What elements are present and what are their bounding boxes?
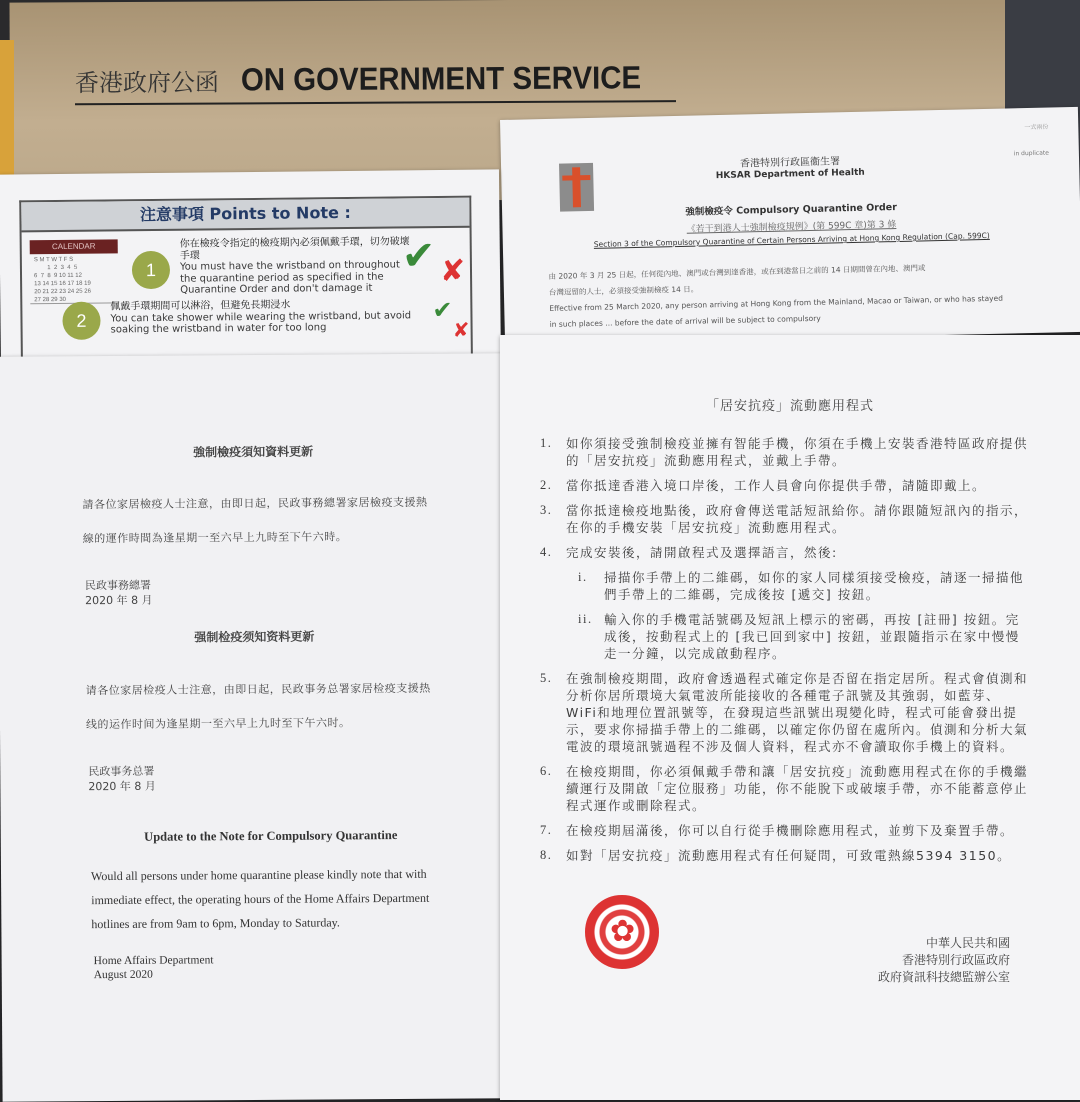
list-item — [540, 477, 1030, 494]
corner-note: 一式兩份 — [1024, 123, 1049, 132]
regulation-zh: 《若干到港人士強制檢疫規例》(第 599C 章)第 3 條 — [686, 220, 897, 235]
corner-note-en: in duplicate — [1013, 149, 1049, 158]
envelope-title-en: ON GOVERNMENT SERVICE — [240, 59, 642, 98]
signature-simplified: 民政事务总署 — [88, 764, 155, 779]
item-text: 在檢疫期間，你必須佩戴手帶和讓「居安抗疫」流動應用程式在你的手機繼續運行及開啟「定位服務」功能，你不能脫下或破壞手帶，亦不能蓄意停止程式運作或刪除程式。 — [566, 764, 1029, 813]
sub-list-item — [578, 611, 1030, 662]
hksar-regional-emblem-seal — [585, 895, 659, 969]
item-number: i. — [578, 570, 588, 584]
dept-name-zh: 香港特別行政區衞生署 — [739, 156, 841, 170]
item-text: 如對「居安抗疫」流動應用程式有任何疑問，可致電熱線5394 3150。 — [566, 848, 1012, 863]
item-text: 如你須接受強制檢疫並擁有智能手機，你須在手機上安裝香港特區政府提供的「居安抗疫」流動應用程式，並戴上手帶。 — [566, 436, 1029, 468]
leavehomesafe-app-notice — [500, 335, 1080, 1100]
list-item — [540, 822, 1030, 839]
item-text: 完成安裝後，請開啟程式及選擇語言，然後: — [566, 545, 838, 560]
hotline-update-notice — [0, 353, 513, 1102]
item-number: 6. — [540, 764, 553, 778]
note-2-en: You can take shower while wearing the wristband, but avoid soaking the wristband in water for too long — [110, 309, 412, 336]
order-para-zh-1: 由 2020 年 3 月 25 日起，任何從內地、澳門或台灣到達香港，或在到港當日之前的 14 日期間曾在內地、澳門或 — [548, 263, 926, 281]
envelope-title-zh: 香港政府公函 — [74, 68, 219, 98]
list-item — [540, 435, 1030, 469]
item-text: 掃描你手帶上的二維碼，如你的家人同樣須接受檢疫，請逐一掃描他們手帶上的二維碼，完成後按 [遞交] 按鈕。 — [604, 570, 1025, 602]
item-text: 當你抵達香港入境口岸後，工作人員會向你提供手帶，請隨即戴上。 — [566, 478, 987, 493]
list-item — [540, 670, 1030, 755]
list-item — [540, 763, 1030, 814]
update-title-traditional: 強制檢疫須知資料更新 — [193, 444, 314, 460]
soak-cross-icon: ✘ — [452, 319, 470, 342]
shower-check-icon: ✔ — [432, 297, 453, 325]
list-item — [540, 502, 1030, 536]
item-text: 在檢疫期屆滿後，你可以自行從手機刪除應用程式，並剪下及棄置手帶。 — [566, 823, 1015, 838]
order-para-en-2: in such places ... before the date of arrival will be subject to compulsory — [549, 313, 821, 329]
date-simplified: 2020 年 8 月 — [88, 779, 156, 794]
points-to-note-title: 注意事項 Points to Note : — [21, 198, 469, 233]
item-number: 2. — [540, 478, 553, 492]
update-body-traditional-1: 請各位家居檢疫人士注意，由即日起，民政事務總署家居檢疫支援熱 — [82, 495, 428, 512]
calendar-title: CALENDAR — [30, 239, 118, 254]
step-number: 2 — [62, 302, 100, 340]
update-body-simplified-2: 线的运作时间为逢星期一至六早上九时至下午六时。 — [85, 716, 351, 732]
quarantine-order-document — [500, 107, 1080, 345]
sub-list-item — [578, 569, 1030, 603]
order-title: 強制檢疫令 Compulsory Quarantine Order — [685, 202, 897, 218]
item-text: 在強制檢疫期間，政府會透過程式確定你是否留在指定居所。程式會偵測和分析你居所環境大氣電波所能接收的各種電子訊號及其強弱，如藍芽、WiFi和地理位置訊號等，在發現這些訊號出現變化時，程式可能會發出提示，要求你掃描手帶上的二維碼，以確定你仍留在處所內。偵測和分析大氣電波的環境訊號過程不涉及個人資料，程式亦不會讀取你手機上的資料。 — [566, 671, 1029, 754]
signature-english: Home Affairs Department — [93, 954, 214, 968]
item-number: 8. — [540, 848, 553, 862]
calendar-grid: S M T W T F S 1 2 3 4 5 6 7 8 9 10 11 12 13 14 15 16 17 18 19 20 21 22 23 24 25 26 27 28 29 30 — [33, 256, 91, 304]
update-body-english-3: hotlines are from 9am to 6pm, Monday to Saturday. — [91, 915, 340, 932]
update-body-english-2: immediate effect, the operating hours of the Home Affairs Department — [91, 890, 430, 908]
item-number: 7. — [540, 823, 553, 837]
update-body-english-1: Would all persons under home quarantine please kindly note that with — [90, 866, 427, 884]
envelope-heading — [75, 59, 676, 105]
dept-name-en: HKSAR Department of Health — [715, 167, 865, 182]
signature-traditional: 民政事務總署 — [84, 578, 152, 593]
update-body-simplified-1: 请各位家居检疫人士注意，由即日起，民政事务总署家居检疫支援热 — [85, 681, 431, 698]
update-body-traditional-2: 線的運作時間為逢星期一至六早上九時至下午六時。 — [82, 530, 348, 546]
issuer-line-1: 中華人民共和國 — [925, 936, 1010, 950]
item-number: 1. — [540, 436, 553, 450]
step-number: 1 — [132, 251, 170, 289]
points-to-note-box — [19, 196, 473, 375]
item-number: 4. — [540, 545, 553, 559]
item-number: 3. — [540, 503, 553, 517]
item-text: 輸入你的手機電話號碼及短訊上標示的密碼，再按 [註冊] 按鈕。完成後，按動程式上的 [我已回到家中] 按鈕，並跟隨指示在家中慢慢走一分鐘，以完成啟動程序。 — [604, 612, 1020, 661]
app-notice-title: 「居安抗疫」流動應用程式 — [705, 399, 874, 414]
regulation-en: Section 3 of the Compulsory Quarantine of Certain Persons Arriving at Hong Kong Regulation (Cap. 599C) — [593, 230, 990, 249]
points-to-note-sheet — [0, 169, 501, 374]
issuer-line-3: 政府資訊科技總監辦公室 — [877, 970, 1010, 984]
list-item — [540, 544, 1030, 561]
issuer-line-2: 香港特別行政區政府 — [901, 953, 1010, 967]
item-number: 5. — [540, 671, 553, 685]
item-text: 當你抵達檢疫地點後，政府會傳送電話短訊給你。請你跟隨短訊內的指示，在你的手機安裝「居安抗疫」流動應用程式。 — [566, 503, 1029, 535]
wristband-check-icon: ✔ — [401, 233, 436, 279]
note-1-en: You must have the wristband on throughout the quarantine period as specified in the Quarantine Order and don't damage it — [179, 259, 400, 296]
wristband-cross-icon: ✘ — [439, 254, 466, 289]
note-1-zh: 你在檢疫令指定的檢疫期內必須佩戴手環，切勿破壞手環 — [179, 236, 410, 262]
order-para-en-1: Effective from 25 March 2020, any person arriving at Hong Kong from the Mainland, Macao or Taiwan, or who has stayed — [549, 293, 1004, 313]
order-para-zh-2: 台灣逗留的人士，必須接受強制檢疫 14 日。 — [548, 284, 699, 297]
update-title-english: Update to the Note for Compulsory Quarantine — [144, 828, 398, 844]
item-number: ii. — [578, 612, 593, 626]
list-item — [540, 847, 1030, 864]
date-english: August 2020 — [93, 968, 153, 982]
note-2-zh: 佩戴手環期間可以淋浴，但避免長期浸水 — [110, 299, 291, 313]
date-traditional: 2020 年 8 月 — [85, 593, 153, 608]
update-title-simplified: 强制检疫须知资料更新 — [194, 629, 315, 645]
calendar-icon — [30, 239, 119, 304]
